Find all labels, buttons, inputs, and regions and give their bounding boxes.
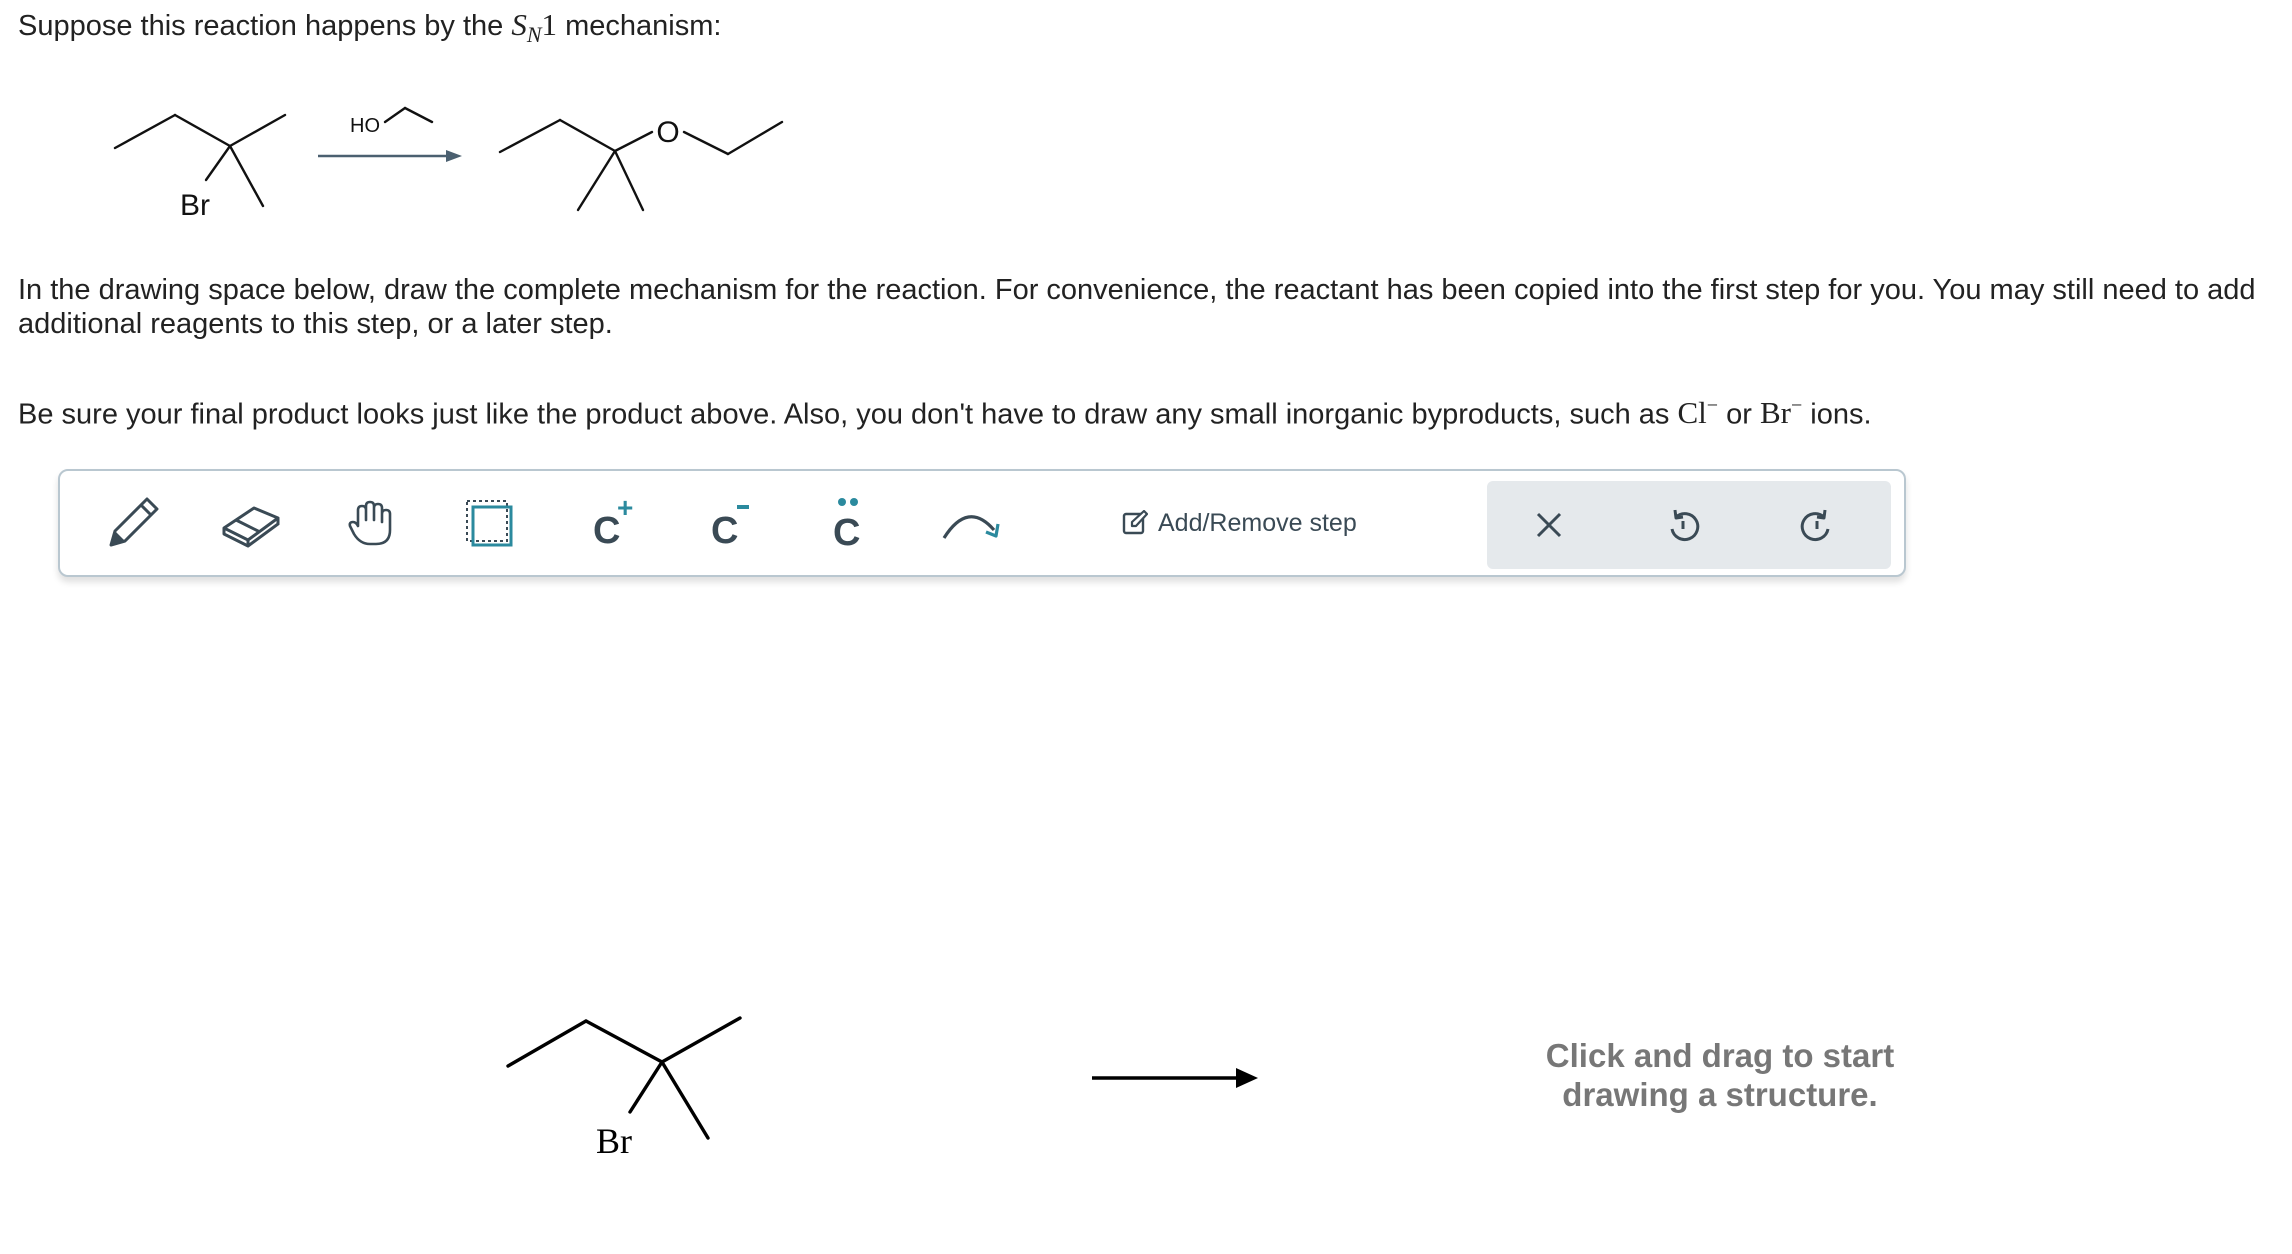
sn1-num: 1 [541, 7, 558, 42]
svg-text:C: C [711, 510, 739, 552]
canvas-hint-line2: drawing a structure. [1562, 1076, 1878, 1113]
selection-box-icon [463, 497, 515, 549]
clear-icon [1534, 510, 1564, 540]
pencil-icon [103, 493, 163, 553]
canvas-hint [1470, 1036, 1970, 1114]
bromide-symbol: Br [1759, 395, 1791, 431]
reagent-bond [405, 108, 432, 122]
svg-text:+: + [617, 493, 634, 523]
eraser-tool[interactable] [210, 471, 292, 575]
question-intro [18, 8, 721, 52]
reaction-scheme [0, 60, 820, 230]
sn1-sub: N [526, 22, 542, 48]
product-bond [560, 120, 615, 151]
c-plus-icon [581, 493, 641, 553]
product-bond [615, 151, 643, 210]
product-bond [728, 122, 782, 154]
curved-arrow-tool[interactable] [926, 471, 1016, 575]
chloride-ion [1677, 395, 1718, 430]
reactant-bond [230, 115, 285, 146]
edit-icon [1122, 510, 1148, 536]
pencil-tool[interactable] [92, 471, 174, 575]
canvas-reactant-bond [586, 1021, 662, 1062]
reactant-bond [230, 146, 263, 206]
select-tool[interactable] [448, 471, 530, 575]
carbocation-tool[interactable] [570, 471, 652, 575]
product-bond [500, 120, 560, 152]
drawing-toolbar [58, 469, 1906, 577]
chloride-charge: − [1706, 395, 1719, 417]
sn1-symbol [511, 7, 558, 48]
bromide-ion [1760, 395, 1802, 430]
bromide-charge: − [1790, 395, 1803, 417]
reactant-bond [115, 115, 175, 148]
step-arrow-head [1236, 1068, 1258, 1088]
intro-text-after: mechanism: [565, 10, 722, 42]
canvas-hint-line1: Click and drag to start [1545, 1037, 1895, 1074]
product-instruction [18, 389, 1872, 431]
hand-tool[interactable] [330, 471, 412, 575]
redo-icon [1800, 507, 1834, 543]
undo-icon [1666, 507, 1700, 543]
c-lone-pair-icon [817, 493, 877, 553]
add-remove-step-label: Add/Remove step [1158, 508, 1357, 537]
eraser-icon [220, 498, 282, 548]
canvas-reactant-bond [630, 1062, 662, 1112]
svg-text:C: C [593, 510, 621, 552]
reactant-br-label: Br [180, 189, 210, 222]
canvas-br-label: Br [596, 1121, 632, 1161]
product-bond [578, 151, 615, 210]
add-remove-step-button[interactable] [1122, 471, 1357, 575]
intro-text: Suppose this reaction happens by the [18, 10, 504, 42]
ions-text: ions. [1810, 398, 1872, 431]
drawing-canvas[interactable] [0, 600, 2292, 1254]
reactant-bond [175, 115, 230, 146]
product-bond [615, 132, 652, 151]
action-group [1487, 481, 1891, 569]
canvas-reactant-bond [508, 1021, 586, 1066]
reaction-arrow-head [446, 150, 462, 162]
sn1-s: S [511, 7, 527, 42]
clear-button[interactable] [1509, 481, 1589, 569]
curved-arrow-icon [938, 500, 1004, 546]
product-instruction-text: Be sure your final product looks just like the product above. Also, you don't have to draw any small inorganic byproducts, such as [18, 398, 1670, 431]
product-o-label: O [656, 115, 680, 149]
reactant-bond [206, 146, 230, 180]
reagent-bond [385, 108, 405, 122]
chloride-symbol: Cl [1677, 395, 1707, 431]
undo-button[interactable] [1643, 481, 1723, 569]
carbanion-tool[interactable] [688, 471, 770, 575]
hand-icon [344, 496, 398, 550]
canvas-reactant-bond [662, 1018, 740, 1062]
reagent-ho-label: HO [350, 115, 380, 137]
product-bond [684, 132, 728, 154]
redo-button[interactable] [1777, 481, 1857, 569]
or-text: or [1726, 398, 1752, 431]
canvas-reactant-bond [662, 1062, 708, 1138]
c-minus-icon [699, 493, 759, 553]
instruction-text: In the drawing space below, draw the complete mechanism for the reaction. For convenience, the reactant has been copied into the first step for you. You may still need to add additional reagents to this step, or a later step. [18, 274, 2256, 340]
lone-pair-tool[interactable] [806, 471, 888, 575]
svg-text:C: C [833, 512, 861, 553]
